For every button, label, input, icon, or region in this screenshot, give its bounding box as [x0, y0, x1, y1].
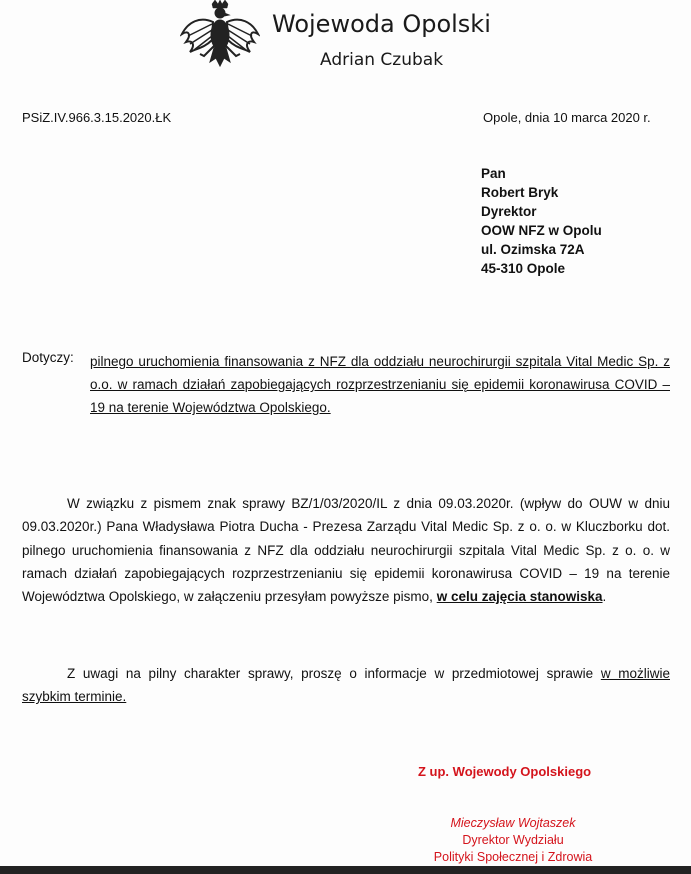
body-paragraph-1	[22, 492, 670, 608]
recipient-line: 45-310 Opole	[481, 261, 566, 276]
sign-number: PSiZ.IV.966.3.15.2020.ŁK	[22, 110, 172, 125]
scan-edge	[0, 866, 691, 874]
signatory-name: Mieczysław Wojtaszek	[450, 816, 576, 830]
recipient-line: Robert Bryk	[481, 185, 559, 200]
paragraph-emphasis: w celu zajęcia stanowiska	[436, 589, 603, 605]
signature-block	[418, 815, 608, 866]
recipient-line: Pan	[481, 166, 506, 181]
paragraph-text: W związku z pismem znak sprawy BZ/1/03/2020/IL z dnia 09.03.2020r. (wpływ do OUW w dniu 09.03.2020r.) Pana Władysława Piotra Ducha - Prezesa Zarządu Vital Medic Sp. z o. o. w Kluczborku dot. pilnego uruchomienia finansowania z NFZ dla oddziału neurochirurgii szpitala Vital Medic Sp. z o. o. w ramach działań zapobiegających rozprzestrzenianiu się epidemii koronawirusa COVID – 19 na terenie Województwa Opolskiego, w załączeniu przesyłam powyższe pismo,	[22, 496, 670, 605]
header-title: Wojewoda Opolski	[272, 10, 491, 38]
subject-label: Dotyczy:	[22, 350, 74, 365]
signatory-role: Dyrektor Wydziału	[462, 833, 564, 847]
place-date: Opole, dnia 10 marca 2020 r.	[483, 110, 651, 125]
body-paragraph-2	[22, 662, 670, 709]
paragraph-end: .	[602, 589, 607, 605]
header-name: Adrian Czubak	[320, 50, 444, 70]
subject-text: pilnego uruchomienia finansowania z NFZ dla oddziału neurochirurgii szpitala Vital Medic Sp. z o.o. w ramach działań zapobiegających rozprzestrzenianiu się epidemii koronawirusa COVID – 19 na terenie Województwa Opolskiego.	[90, 354, 670, 415]
signature-authorization: Z up. Wojewody Opolskiego	[418, 764, 592, 779]
recipient-line: ul. Ozimska 72A	[481, 242, 585, 257]
paragraph-emphasis: w możliwie szybkim terminie.	[22, 666, 670, 705]
signatory-department: Polityki Społecznej i Zdrowia	[433, 850, 593, 864]
paragraph-text: Z uwagi na pilny charakter sprawy, proszę o informacje w przedmiotowej sprawie	[67, 666, 594, 681]
recipient-line: OOW NFZ w Opolu	[481, 223, 602, 238]
polish-eagle-emblem-icon	[180, 0, 260, 70]
recipient-address	[481, 164, 602, 278]
recipient-line: Dyrektor	[481, 204, 537, 219]
